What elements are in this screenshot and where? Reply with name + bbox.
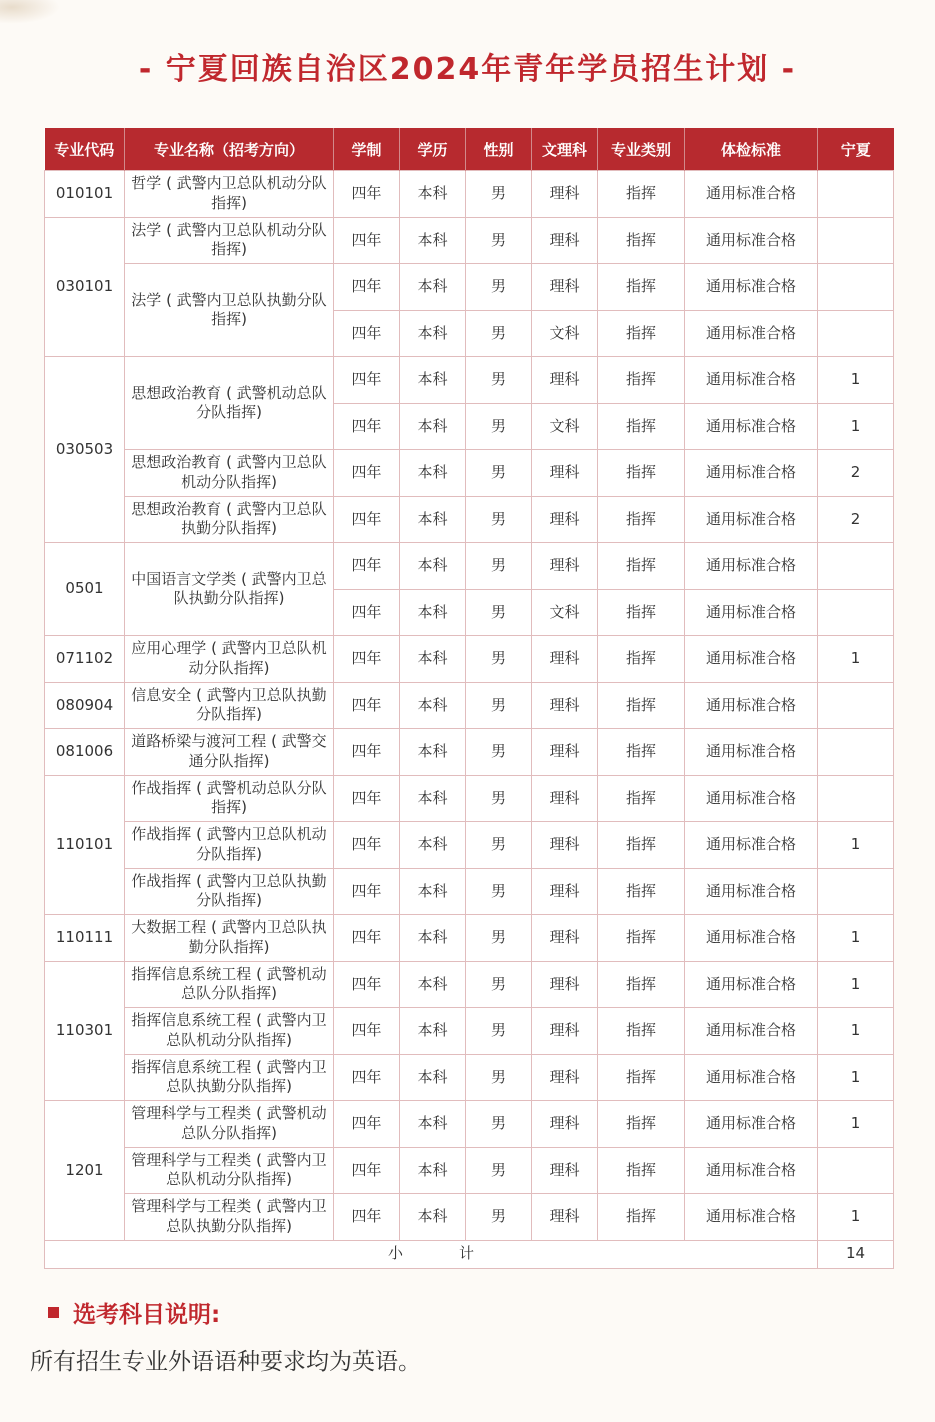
track-cell: 文科 [532,310,598,357]
major-name-cell: 作战指挥 ( 武警内卫总队执勤分队指挥) [125,868,334,915]
physical-cell: 通用标准合格 [685,636,818,683]
category-cell: 指挥 [598,310,685,357]
quota-cell: 1 [818,1008,894,1055]
gender-cell: 男 [466,636,532,683]
track-cell: 理科 [532,450,598,497]
quota-cell: 1 [818,915,894,962]
physical-cell: 通用标准合格 [685,1147,818,1194]
major-code-cell: 1201 [45,1101,125,1241]
major-name-cell: 指挥信息系统工程 ( 武警机动总队分队指挥) [125,961,334,1008]
category-cell: 指挥 [598,915,685,962]
degree-cell: 本科 [400,217,466,264]
quota-cell: 1 [818,1194,894,1241]
header-physical: 体检标准 [685,128,818,171]
gender-cell: 男 [466,589,532,636]
table-body [45,171,894,1241]
duration-cell: 四年 [334,961,400,1008]
duration-cell: 四年 [334,589,400,636]
header-track: 文理科 [532,128,598,171]
table-row [45,682,894,729]
degree-cell: 本科 [400,636,466,683]
major-code-cell: 110301 [45,961,125,1101]
track-cell: 理科 [532,868,598,915]
track-cell: 理科 [532,961,598,1008]
track-cell: 理科 [532,1147,598,1194]
degree-cell: 本科 [400,1008,466,1055]
table-row [45,1147,894,1194]
table-row [45,496,894,543]
track-cell: 理科 [532,1194,598,1241]
major-code-cell: 010101 [45,171,125,218]
degree-cell: 本科 [400,403,466,450]
header-gender: 性别 [466,128,532,171]
gender-cell: 男 [466,1008,532,1055]
major-code-cell: 081006 [45,729,125,776]
table-row [45,961,894,1008]
duration-cell: 四年 [334,310,400,357]
physical-cell: 通用标准合格 [685,1101,818,1148]
major-code-cell: 0501 [45,543,125,636]
table-row [45,822,894,869]
duration-cell: 四年 [334,682,400,729]
subtotal-label: 小计 [45,1240,818,1268]
header-major-code: 专业代码 [45,128,125,171]
quota-cell [818,543,894,590]
corner-decoration [0,0,60,24]
duration-cell: 四年 [334,171,400,218]
category-cell: 指挥 [598,1194,685,1241]
quota-cell [818,589,894,636]
category-cell: 指挥 [598,217,685,264]
quota-cell [818,868,894,915]
category-cell: 指挥 [598,403,685,450]
physical-cell: 通用标准合格 [685,589,818,636]
physical-cell: 通用标准合格 [685,1194,818,1241]
duration-cell: 四年 [334,822,400,869]
table-row [45,1101,894,1148]
major-code-cell: 030503 [45,357,125,543]
major-name-cell: 哲学 ( 武警内卫总队机动分队指挥) [125,171,334,218]
degree-cell: 本科 [400,1194,466,1241]
duration-cell: 四年 [334,1147,400,1194]
duration-cell: 四年 [334,1194,400,1241]
duration-cell: 四年 [334,868,400,915]
physical-cell: 通用标准合格 [685,264,818,311]
table-row [45,868,894,915]
category-cell: 指挥 [598,496,685,543]
degree-cell: 本科 [400,822,466,869]
table-row [45,171,894,218]
physical-cell: 通用标准合格 [685,403,818,450]
duration-cell: 四年 [334,775,400,822]
category-cell: 指挥 [598,868,685,915]
degree-cell: 本科 [400,775,466,822]
physical-cell: 通用标准合格 [685,682,818,729]
degree-cell: 本科 [400,1147,466,1194]
header-major-name: 专业名称（招考方向） [125,128,334,171]
table-row [45,915,894,962]
gender-cell: 男 [466,1054,532,1101]
category-cell: 指挥 [598,589,685,636]
major-name-cell: 应用心理学 ( 武警内卫总队机动分队指挥) [125,636,334,683]
track-cell: 理科 [532,729,598,776]
category-cell: 指挥 [598,636,685,683]
quota-cell [818,217,894,264]
track-cell: 理科 [532,1101,598,1148]
duration-cell: 四年 [334,543,400,590]
degree-cell: 本科 [400,915,466,962]
major-name-cell: 思想政治教育 ( 武警机动总队分队指挥) [125,357,334,450]
track-cell: 理科 [532,775,598,822]
duration-cell: 四年 [334,1008,400,1055]
note-heading-text: 选考科目说明: [73,1302,221,1328]
quota-cell: 1 [818,403,894,450]
degree-cell: 本科 [400,1101,466,1148]
track-cell: 理科 [532,636,598,683]
physical-cell: 通用标准合格 [685,310,818,357]
gender-cell: 男 [466,264,532,311]
quota-cell [818,682,894,729]
gender-cell: 男 [466,961,532,1008]
gender-cell: 男 [466,217,532,264]
track-cell: 理科 [532,915,598,962]
gender-cell: 男 [466,822,532,869]
quota-cell [818,310,894,357]
gender-cell: 男 [466,868,532,915]
category-cell: 指挥 [598,264,685,311]
gender-cell: 男 [466,403,532,450]
quota-cell: 1 [818,961,894,1008]
table-row [45,775,894,822]
duration-cell: 四年 [334,403,400,450]
track-cell: 文科 [532,403,598,450]
page-title: - 宁夏回族自治区2024年青年学员招生计划 - [138,52,797,87]
physical-cell: 通用标准合格 [685,217,818,264]
table-row [45,357,894,404]
physical-cell: 通用标准合格 [685,775,818,822]
table-header-row [45,128,894,171]
degree-cell: 本科 [400,729,466,776]
category-cell: 指挥 [598,729,685,776]
table-row [45,729,894,776]
track-cell: 理科 [532,822,598,869]
quota-cell: 2 [818,450,894,497]
degree-cell: 本科 [400,496,466,543]
table-row [45,543,894,590]
track-cell: 理科 [532,264,598,311]
physical-cell: 通用标准合格 [685,729,818,776]
major-name-cell: 管理科学与工程类 ( 武警内卫总队执勤分队指挥) [125,1194,334,1241]
gender-cell: 男 [466,450,532,497]
track-cell: 理科 [532,357,598,404]
major-code-cell: 030101 [45,217,125,357]
physical-cell: 通用标准合格 [685,357,818,404]
physical-cell: 通用标准合格 [685,822,818,869]
track-cell: 文科 [532,589,598,636]
degree-cell: 本科 [400,1054,466,1101]
subtotal-row [45,1240,894,1268]
major-name-cell: 道路桥梁与渡河工程 ( 武警交通分队指挥) [125,729,334,776]
table-row [45,636,894,683]
major-name-cell: 法学 ( 武警内卫总队执勤分队指挥) [125,264,334,357]
major-code-cell: 080904 [45,682,125,729]
physical-cell: 通用标准合格 [685,915,818,962]
major-name-cell: 大数据工程 ( 武警内卫总队执勤分队指挥) [125,915,334,962]
quota-cell [818,729,894,776]
track-cell: 理科 [532,217,598,264]
duration-cell: 四年 [334,915,400,962]
physical-cell: 通用标准合格 [685,1054,818,1101]
category-cell: 指挥 [598,775,685,822]
track-cell: 理科 [532,1054,598,1101]
track-cell: 理科 [532,1008,598,1055]
major-name-cell: 指挥信息系统工程 ( 武警内卫总队机动分队指挥) [125,1008,334,1055]
major-name-cell: 思想政治教育 ( 武警内卫总队机动分队指挥) [125,450,334,497]
duration-cell: 四年 [334,729,400,776]
category-cell: 指挥 [598,682,685,729]
category-cell: 指挥 [598,1008,685,1055]
quota-cell: 1 [818,1101,894,1148]
header-duration: 学制 [334,128,400,171]
physical-cell: 通用标准合格 [685,961,818,1008]
header-quota-ningxia: 宁夏 [818,128,894,171]
degree-cell: 本科 [400,264,466,311]
quota-cell: 2 [818,496,894,543]
major-name-cell: 管理科学与工程类 ( 武警机动总队分队指挥) [125,1101,334,1148]
duration-cell: 四年 [334,357,400,404]
major-name-cell: 信息安全 ( 武警内卫总队执勤分队指挥) [125,682,334,729]
table-row [45,217,894,264]
physical-cell: 通用标准合格 [685,171,818,218]
degree-cell: 本科 [400,961,466,1008]
major-code-cell: 071102 [45,636,125,683]
note-heading [48,1296,220,1329]
gender-cell: 男 [466,1101,532,1148]
track-cell: 理科 [532,171,598,218]
square-bullet-icon [48,1307,59,1318]
category-cell: 指挥 [598,357,685,404]
degree-cell: 本科 [400,682,466,729]
gender-cell: 男 [466,357,532,404]
category-cell: 指挥 [598,961,685,1008]
major-name-cell: 管理科学与工程类 ( 武警内卫总队机动分队指挥) [125,1147,334,1194]
track-cell: 理科 [532,682,598,729]
major-code-cell: 110111 [45,915,125,962]
physical-cell: 通用标准合格 [685,543,818,590]
category-cell: 指挥 [598,450,685,497]
track-cell: 理科 [532,543,598,590]
quota-cell: 1 [818,1054,894,1101]
gender-cell: 男 [466,496,532,543]
gender-cell: 男 [466,543,532,590]
gender-cell: 男 [466,171,532,218]
degree-cell: 本科 [400,543,466,590]
physical-cell: 通用标准合格 [685,868,818,915]
quota-cell: 1 [818,636,894,683]
major-name-cell: 思想政治教育 ( 武警内卫总队执勤分队指挥) [125,496,334,543]
gender-cell: 男 [466,310,532,357]
quota-cell: 1 [818,357,894,404]
quota-cell: 1 [818,822,894,869]
major-name-cell: 中国语言文学类 ( 武警内卫总队执勤分队指挥) [125,543,334,636]
table-row [45,1054,894,1101]
category-cell: 指挥 [598,1147,685,1194]
degree-cell: 本科 [400,450,466,497]
gender-cell: 男 [466,1147,532,1194]
duration-cell: 四年 [334,217,400,264]
track-cell: 理科 [532,496,598,543]
category-cell: 指挥 [598,822,685,869]
duration-cell: 四年 [334,450,400,497]
quota-cell [818,171,894,218]
subtotal-value: 14 [818,1240,894,1268]
duration-cell: 四年 [334,636,400,683]
degree-cell: 本科 [400,357,466,404]
degree-cell: 本科 [400,589,466,636]
note-text: 所有招生专业外语语种要求均为英语。 [30,1349,421,1375]
duration-cell: 四年 [334,1101,400,1148]
table-row [45,450,894,497]
degree-cell: 本科 [400,171,466,218]
physical-cell: 通用标准合格 [685,496,818,543]
degree-cell: 本科 [400,310,466,357]
enrollment-table-wrapper [44,128,893,1269]
table-row [45,1008,894,1055]
quota-cell [818,264,894,311]
duration-cell: 四年 [334,264,400,311]
physical-cell: 通用标准合格 [685,1008,818,1055]
enrollment-table [44,128,894,1269]
gender-cell: 男 [466,775,532,822]
quota-cell [818,775,894,822]
physical-cell: 通用标准合格 [685,450,818,497]
quota-cell [818,1147,894,1194]
gender-cell: 男 [466,729,532,776]
major-name-cell: 指挥信息系统工程 ( 武警内卫总队执勤分队指挥) [125,1054,334,1101]
category-cell: 指挥 [598,171,685,218]
category-cell: 指挥 [598,1054,685,1101]
category-cell: 指挥 [598,543,685,590]
major-name-cell: 作战指挥 ( 武警机动总队分队指挥) [125,775,334,822]
table-row [45,1194,894,1241]
gender-cell: 男 [466,915,532,962]
major-name-cell: 作战指挥 ( 武警内卫总队机动分队指挥) [125,822,334,869]
category-cell: 指挥 [598,1101,685,1148]
header-category: 专业类别 [598,128,685,171]
gender-cell: 男 [466,682,532,729]
major-code-cell: 110101 [45,775,125,915]
table-row [45,264,894,311]
degree-cell: 本科 [400,868,466,915]
gender-cell: 男 [466,1194,532,1241]
duration-cell: 四年 [334,496,400,543]
duration-cell: 四年 [334,1054,400,1101]
header-degree: 学历 [400,128,466,171]
major-name-cell: 法学 ( 武警内卫总队机动分队指挥) [125,217,334,264]
